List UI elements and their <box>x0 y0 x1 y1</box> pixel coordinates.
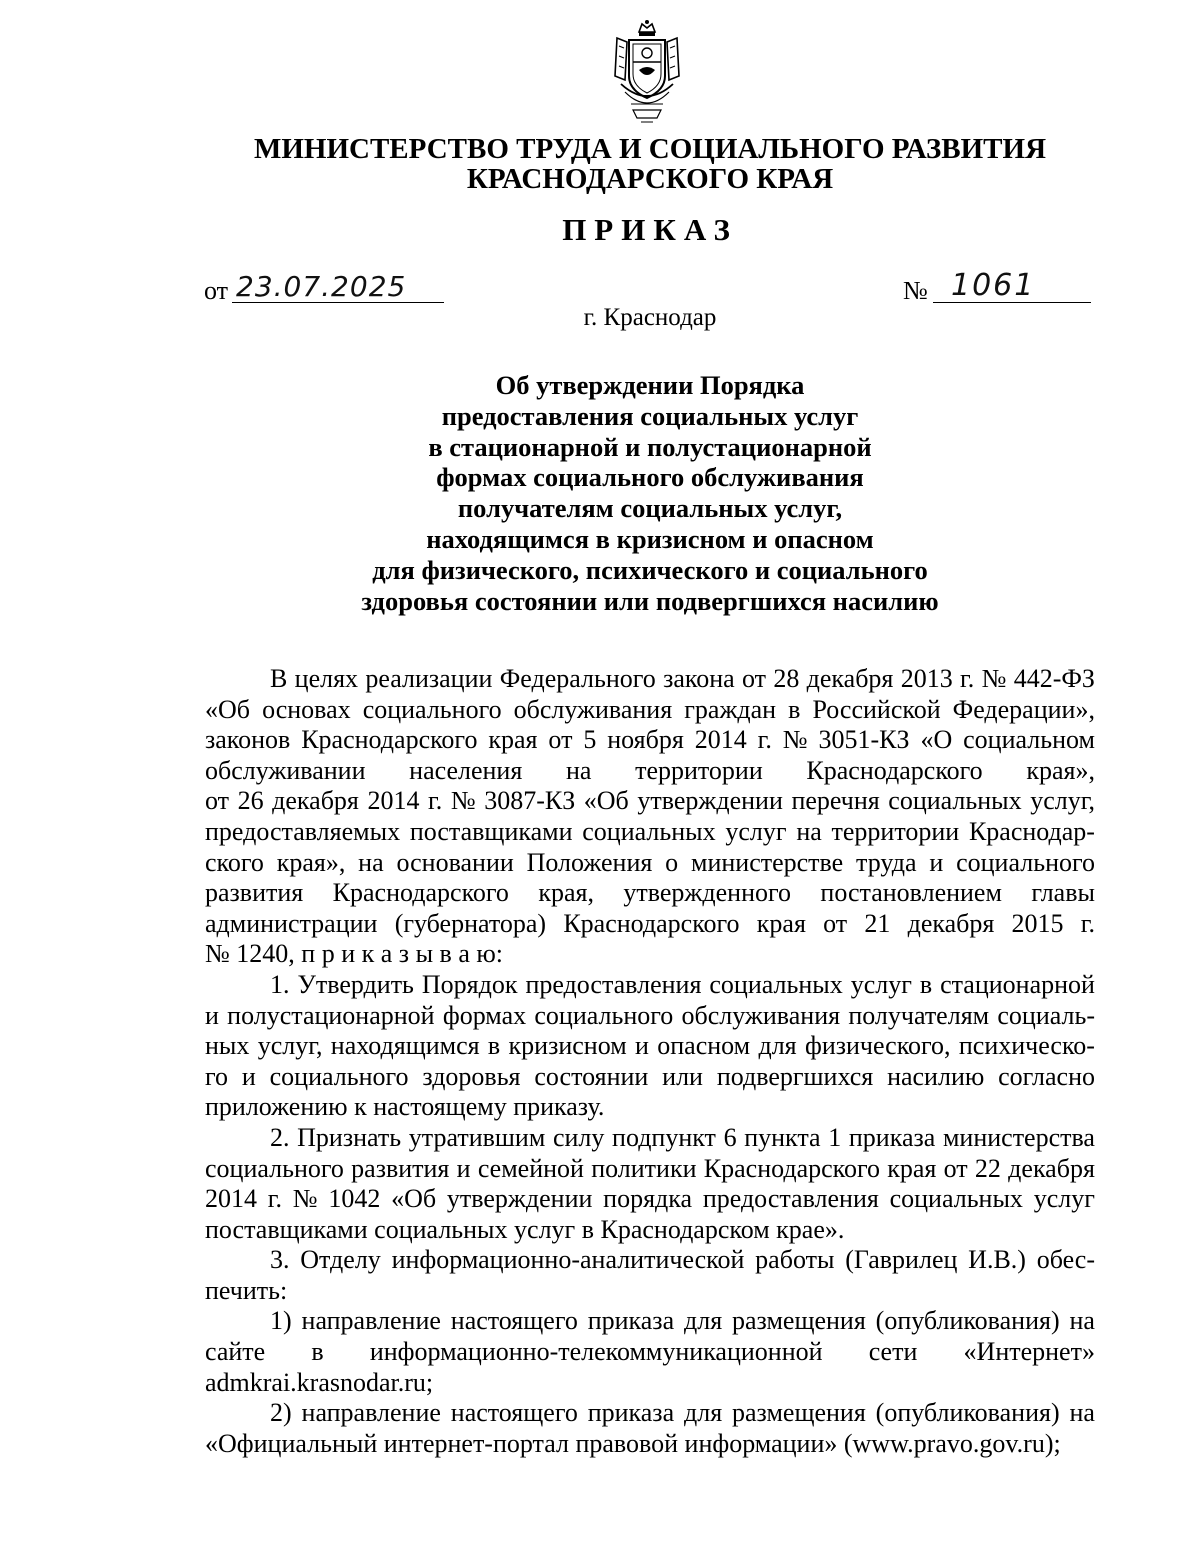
body-line: предоставляемых поставщиками социальных услуг на территории Краснодар- <box>205 816 1095 846</box>
body-line: 2) направление настоящего приказа для размещения (опубликования) на <box>270 1398 1095 1428</box>
subject-line: в стационарной и полустационарной <box>428 431 872 462</box>
subject-line: получателям социальных услуг, <box>457 493 843 524</box>
body-line: «Официальный интернет-портал правовой информации» (www.pravo.gov.ru); <box>205 1428 1061 1458</box>
body-line: печить: <box>205 1275 288 1305</box>
body-line: 1) направление настоящего приказа для размещения (опубликования) на <box>270 1306 1095 1336</box>
body-line: сайте в информационно-телекоммуникационной сети «Интернет» <box>205 1337 1095 1367</box>
ministry-name-line-2: КРАСНОДАРСКОГО КРАЯ <box>466 163 834 195</box>
body-line: администрации (губернатора) Краснодарского края от 21 декабря 2015 г. <box>205 908 1095 938</box>
order-subject <box>150 370 1150 616</box>
body-line: ского края», на основании Положения о министерстве труда и социального <box>205 847 1095 877</box>
document-type-title: ПРИКАЗ <box>562 212 738 247</box>
body-line: 2014 г. № 1042 «Об утверждении порядка предоставления социальных услуг <box>205 1184 1095 1214</box>
body-line: «Об основах социального обслуживания граждан в Российской Федерации», <box>205 694 1095 724</box>
date-prefix: от <box>204 276 229 305</box>
date-value: 23.07.2025 <box>236 270 407 303</box>
body-line: В целях реализации Федерального закона от 28 декабря 2013 г. № 442-ФЗ <box>270 664 1095 693</box>
body-line: поставщиками социальных услуг в Краснодарском крае». <box>205 1214 845 1244</box>
subject-line: Об утверждении Порядка <box>495 370 805 400</box>
order-date <box>204 270 444 305</box>
number-underline <box>933 302 1091 303</box>
date-underline <box>232 302 444 303</box>
body-line: го и социального здоровья состоянии или подвергшихся насилию согласно <box>205 1061 1095 1091</box>
subject-line: находящимся в кризисном и опасном <box>426 523 874 554</box>
subject-line: здоровья состоянии или подвергшихся насилию <box>361 585 939 616</box>
body-line: от 26 декабря 2014 г. № 3087-КЗ «Об утверждении перечня социальных услуг, <box>205 786 1095 816</box>
body-line: 1. Утвердить Порядок предоставления социальных услуг в стационарной <box>270 969 1095 999</box>
coat-of-arms-icon <box>611 18 683 130</box>
body-line: admkrai.krasnodar.ru; <box>205 1367 434 1397</box>
subject-line: формах социального обслуживания <box>436 462 864 493</box>
subject-line: для физического, психического и социального <box>372 554 928 585</box>
body-line: социального развития и семейной политики Краснодарского края от 22 декабря <box>205 1153 1095 1183</box>
body-line: законов Краснодарского края от 5 ноября 2014 г. № 3051-КЗ «О социальном <box>205 725 1095 755</box>
subject-line: предоставления социальных услуг <box>441 400 859 431</box>
ministry-name-line-1: МИНИСТЕРСТВО ТРУДА И СОЦИАЛЬНОГО РАЗВИТИЯ <box>253 133 1047 165</box>
order-number <box>903 268 1093 305</box>
body-line: ных услуг, находящимся в кризисном и опасном для физического, психическо- <box>205 1031 1095 1061</box>
number-prefix: № <box>903 276 928 305</box>
body-line: и полустационарной формах социального обслуживания получателям социаль- <box>205 1000 1095 1030</box>
body-line: приложению к настоящему приказу. <box>205 1092 605 1122</box>
body-line: развития Краснодарского края, утвержденного постановлением главы <box>205 878 1095 908</box>
number-value: 1061 <box>951 268 1036 303</box>
body-line: № 1240, п р и к а з ы в а ю: <box>205 939 504 969</box>
city: г. Краснодар <box>583 304 717 331</box>
body-line: обслуживании населения на территории Краснодарского края», <box>205 755 1095 785</box>
order-body <box>205 664 1095 1459</box>
body-line: 2. Признать утратившим силу подпункт 6 пункта 1 приказа министерства <box>270 1122 1095 1152</box>
body-line: 3. Отделу информационно-аналитической работы (Гаврилец И.В.) обес- <box>270 1245 1095 1275</box>
